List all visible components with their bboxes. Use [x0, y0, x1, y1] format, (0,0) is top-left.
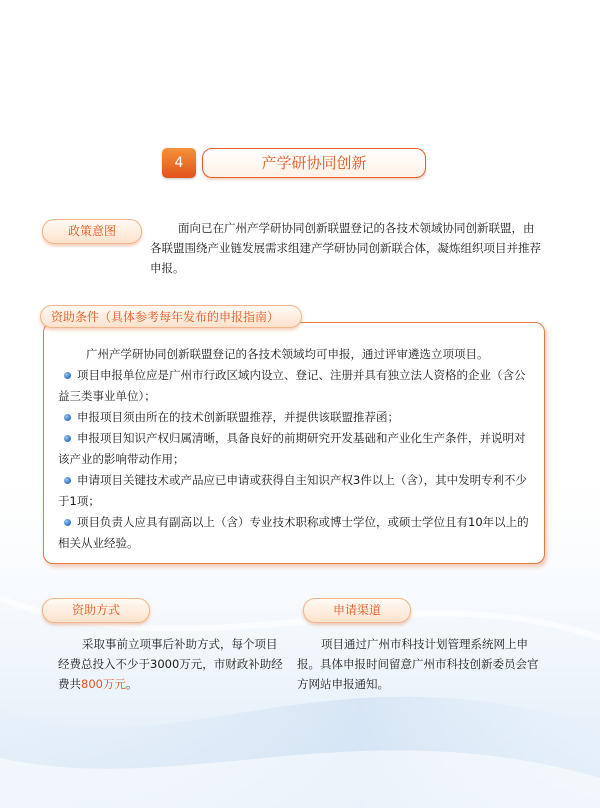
conditions-content — [58, 344, 532, 554]
list-item — [58, 365, 532, 407]
channel-body: 项目通过广州市科技计划管理系统网上申报。具体申报时间留意广州市科技创新委员会官方网站申报通知。 — [297, 637, 539, 691]
channel-text — [297, 634, 547, 694]
funding-method-label: 资助方式 — [42, 598, 150, 623]
bullet-icon — [64, 414, 71, 421]
policy-label: 政策意图 — [42, 219, 142, 244]
conditions-label: 资助条件（具体参考每年发布的申报指南） — [40, 305, 302, 328]
list-item — [58, 512, 532, 554]
policy-text-line1: 面向已在广州产学研协同创新联盟登记的各技术领域协同创新联盟，由 — [178, 221, 535, 235]
section-title: 产学研协同创新 — [202, 148, 426, 178]
funding-method-text — [58, 634, 288, 694]
funding-method-body: 采取事前立项事后补助方式，每个项目经费总投入不少于3000万元，市财政补助经费共 — [58, 637, 283, 691]
bullet-icon — [64, 372, 71, 379]
condition-text: 申请项目关键技术或产品应已申请或获得自主知识产权3件以上（含），其中发明专利不少于1项； — [58, 473, 528, 508]
list-item — [58, 470, 532, 512]
funding-method-tail: 。 — [125, 677, 138, 691]
bullet-icon — [64, 477, 71, 484]
bullet-icon — [64, 435, 71, 442]
conditions-intro: 广州产学研协同创新联盟登记的各技术领域均可申报，通过评审遴选立项项目。 — [86, 347, 489, 361]
list-item — [58, 428, 532, 470]
condition-text: 申报项目须由所在的技术创新联盟推荐，并提供该联盟推荐函； — [77, 410, 399, 424]
funding-amount: 800万元 — [81, 677, 126, 691]
section-header — [162, 148, 426, 178]
channel-label: 申请渠道 — [303, 598, 411, 623]
bullet-icon — [64, 519, 71, 526]
condition-text: 申报项目知识产权归属清晰，具备良好的前期研究开发基础和产业化生产条件，并说明对该产业的影响带动作用； — [58, 431, 526, 466]
list-item — [58, 407, 532, 428]
condition-text: 项目申报单位应是广州市行政区域内设立、登记、注册并具有独立法人资格的企业（含公益三类事业单位）； — [58, 368, 526, 403]
policy-text-rest: 各联盟围绕产业链发展需求组建产学研协同创新联合体，凝炼组织项目并推荐申报。 — [150, 241, 541, 275]
condition-text: 项目负责人应具有副高以上（含）专业技术职称或博士学位，或硕士学位且有10年以上的相关从业经验。 — [58, 515, 529, 550]
section-number: 4 — [162, 148, 196, 178]
